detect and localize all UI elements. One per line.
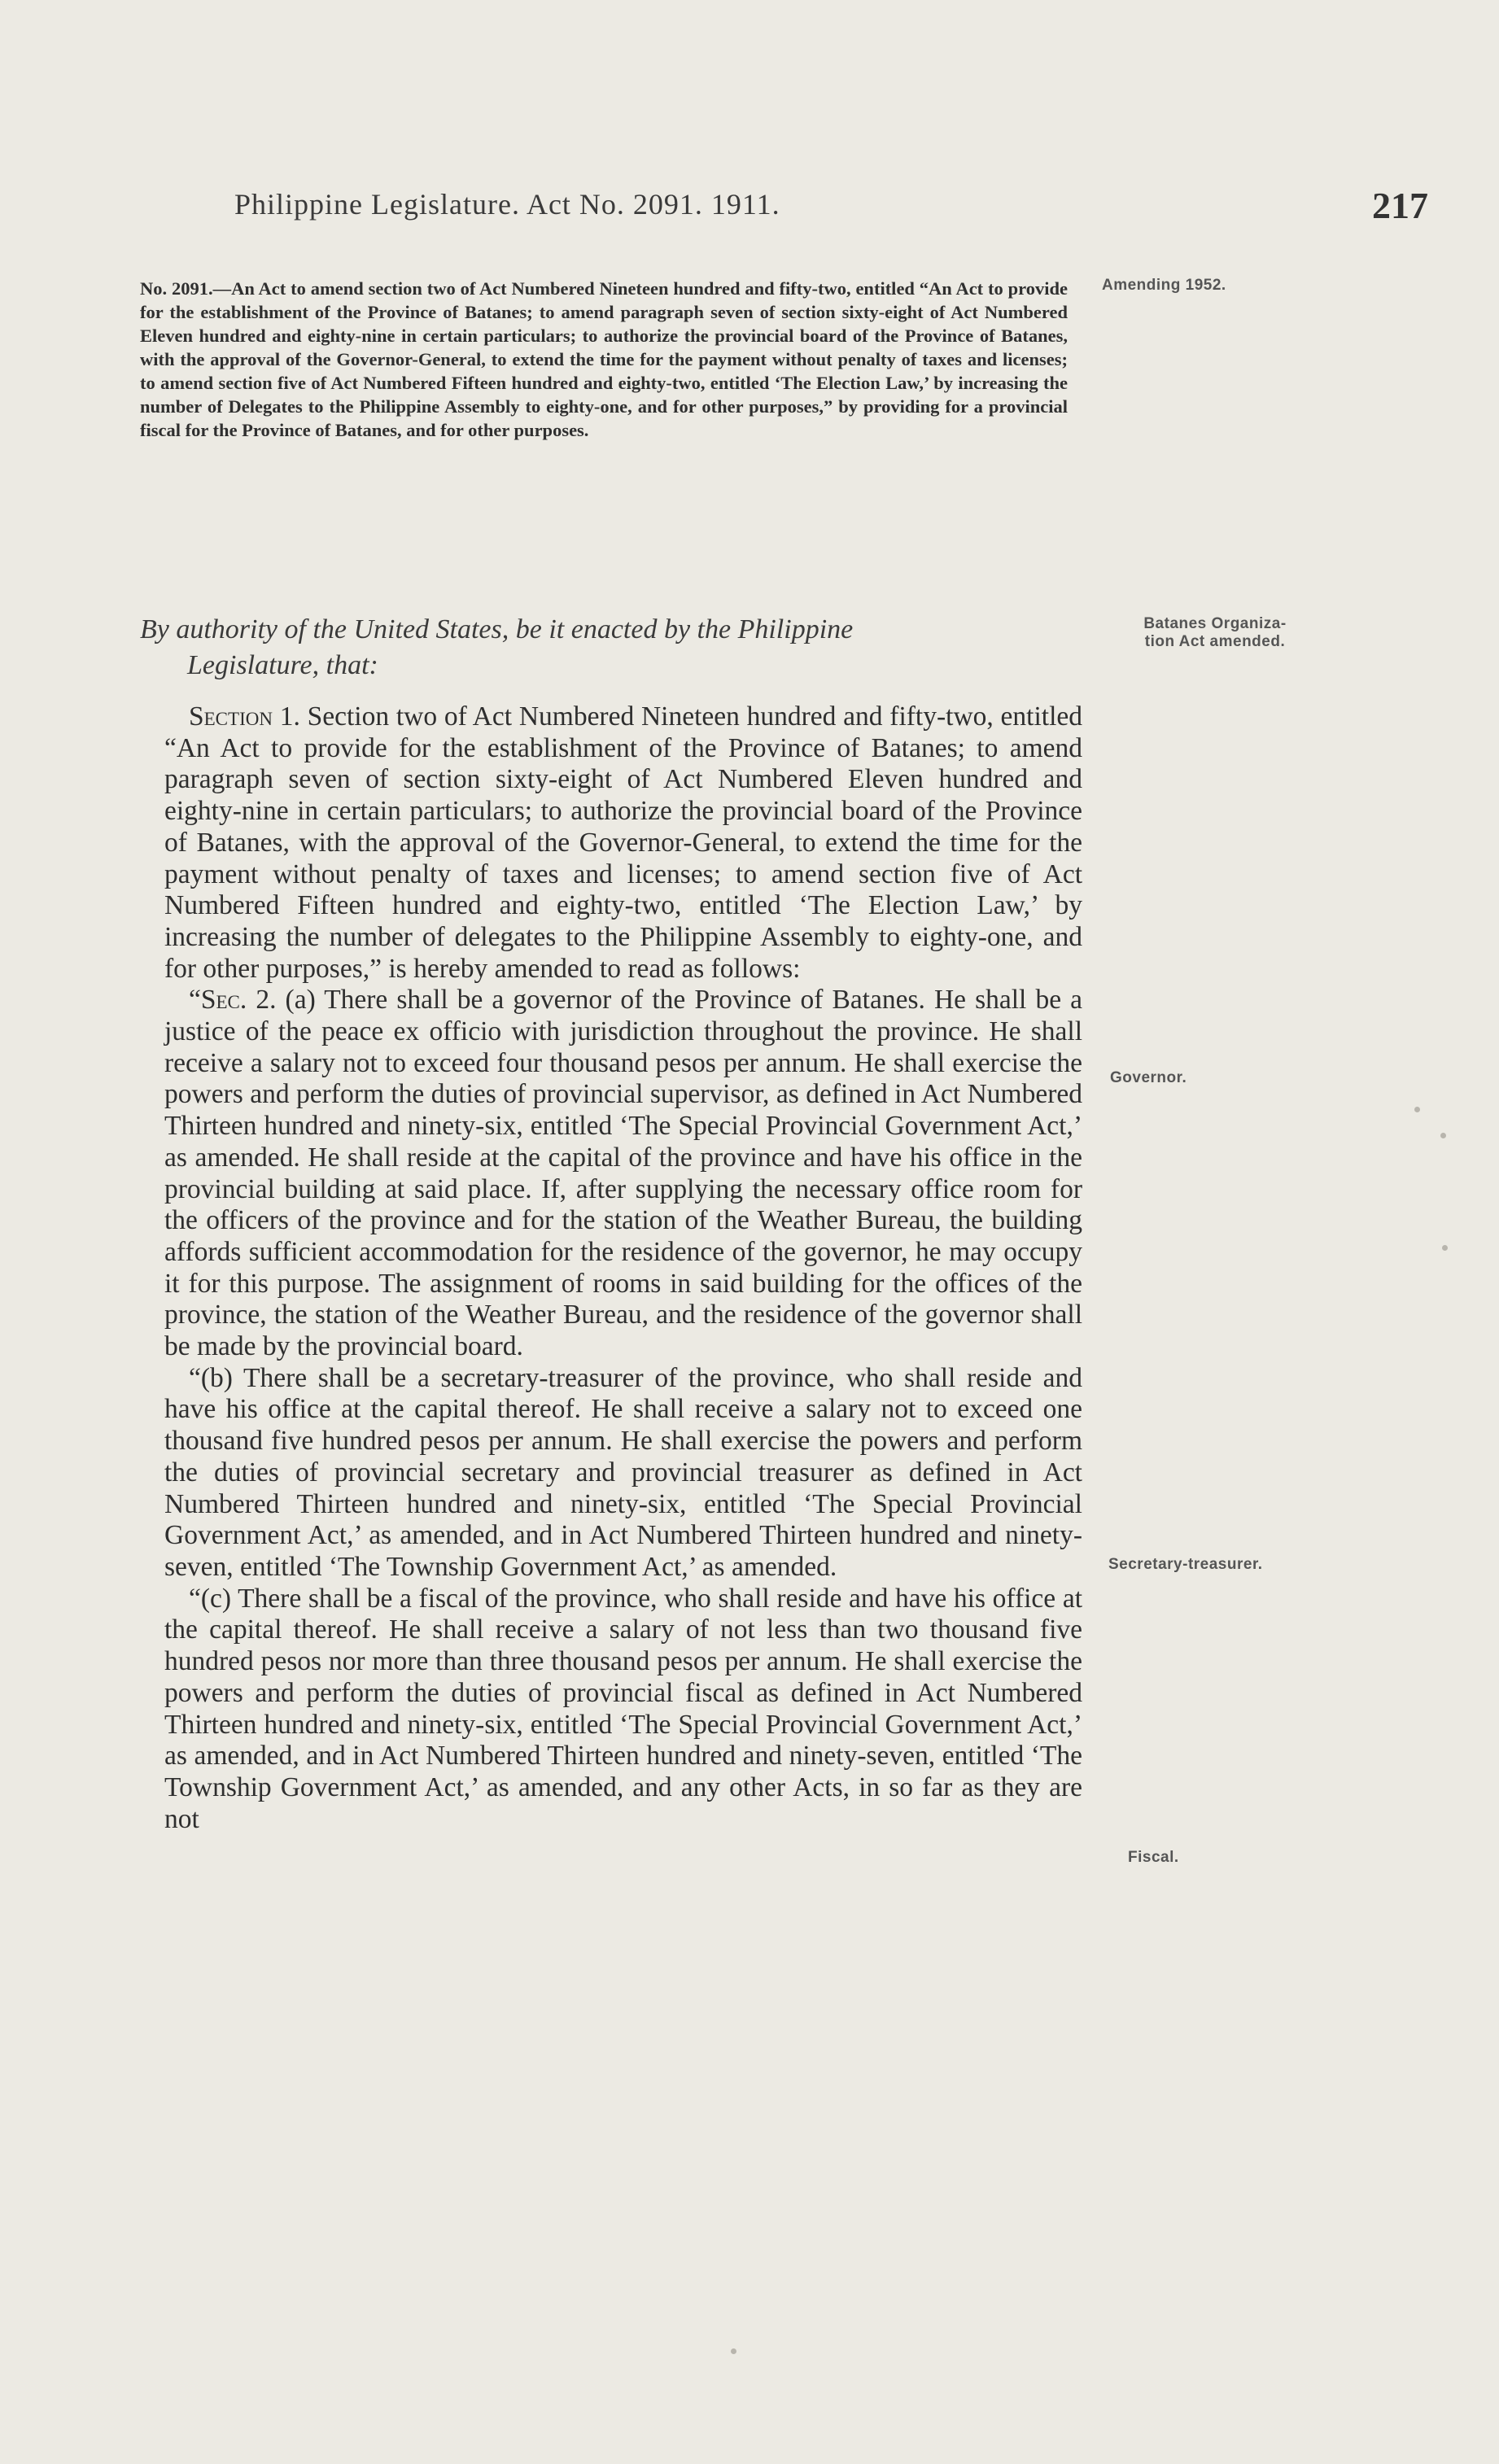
section-2a <box>164 985 1082 1362</box>
margin-note-batanes-line2: tion Act amended. <box>1144 633 1286 650</box>
margin-note-batanes-line1: Batanes Organiza- <box>1143 615 1287 632</box>
paper-speck <box>1414 1107 1420 1112</box>
section-1-text: Section two of Act Numbered Nineteen hundred and fifty-two, entitled “An Act to provide for the establishment of the Province of Batanes; to amend paragraph seven of section sixty-eight of Act Numbered Eleven hundred and eighty-nine in certain particulars; to authorize the provincial board of the Province of Batanes, with the approval of the Governor-General, to extend the time for the payment without penalty of taxes and licenses; to amend section five of Act Numbered Fifteen hundred and eighty-two, entitled ‘The Election Law,’ by increasing the number of delegates to the Philippine Assembly to eighty-one, and for other purposes,” is hereby amended to read as follows: <box>164 701 1082 984</box>
section-1 <box>164 701 1082 985</box>
act-body <box>164 701 1082 1835</box>
margin-note-secretary: Secretary-treasurer. <box>1108 1556 1263 1573</box>
act-title <box>140 277 1068 442</box>
margin-note-amending: Amending 1952. <box>1102 277 1226 294</box>
margin-note-fiscal: Fiscal. <box>1128 1849 1179 1866</box>
section-2a-text: (a) There shall be a governor of the Province of Batanes. He shall be a justice of the peace ex officio with jurisdiction throughout the province. He shall receive a salary not to exceed four thousand pesos per annum. He shall exercise the powers and perform the duties of provincial supervisor, as defined in Act Numbered Thirteen hundred and ninety-six, entitled ‘The Special Provincial Government Act,’ as amended. He shall reside at the capital of the province and have his office in the provincial building at said place. If, after supplying the necessary office room for the officers of the province and for the station of the Weather Bureau, the building affords sufficient accommodation for the residence of the governor, he may occupy it for this purpose. The assignment of rooms in said building for the offices of the province, the station of the Weather Bureau, and the residence of the governor shall be made by the provincial board. <box>164 985 1083 1362</box>
enacting-clause-line1: By authority of the United States, be it enacted by the Philippine <box>140 614 854 644</box>
act-title-text: —An Act to amend section two of Act Numbered Nineteen hundred and fifty-two, entitled “An Act to provide for the establishment of the Province of Batanes; to amend paragraph seven of section sixty-eight of Act Numbered Eleven hundred and eighty-nine in certain particulars; to authorize the provincial board of the Province of Batanes, with the approval of the Governor-General, to extend the time for the payment without penalty of taxes and licenses; to amend section five of Act Numbered Fifteen hundred and eighty-two, entitled ‘The Election Law,’ by increasing the number of Delegates to the Philippine Assembly to eighty-one, and for other purposes,” by providing for a provincial fiscal for the Province of Batanes, and for other purposes. <box>140 278 1069 440</box>
running-head: Philippine Legislature. Act No. 2091. 1911. <box>234 188 780 221</box>
paper-speck <box>731 2348 736 2354</box>
margin-note-governor: Governor. <box>1110 1069 1187 1086</box>
section-2-label: “Sec. 2. <box>189 985 277 1016</box>
section-1-label: Section 1. <box>189 701 300 732</box>
section-2c: “(c) There shall be a fiscal of the province, who shall reside and have his office at the capital thereof. He shall receive a salary of not less than two thousand five hundred pesos nor more than three thousand pesos per annum. He shall exercise the powers and perform the duties of provincial fiscal as defined in Act Numbered Thirteen hundred and ninety-six, entitled ‘The Special Provincial Government Act,’ as amended, and in Act Numbered Thirteen hundred and ninety-seven, entitled ‘The Township Government Act,’ as amended, and any other Acts, in so far as they are not <box>164 1583 1082 1834</box>
enacting-clause-line2: Legislature, that: <box>187 650 378 680</box>
act-number: No. 2091. <box>140 278 213 299</box>
margin-note-batanes <box>1105 615 1325 651</box>
enacting-clause <box>140 612 1082 684</box>
section-2b: “(b) There shall be a secretary-treasurer of the province, who shall reside and have his office at the capital thereof. He shall receive a salary not to exceed one thousand five hundred pesos per annum. He shall exercise the powers and perform the duties of provincial secretary and provincial treasurer as defined in Act Numbered Thirteen hundred and ninety-six, entitled ‘The Special Provincial Government Act,’ as amended, and in Act Numbered Thirteen hundred and ninety-seven, entitled ‘The Township Government Act,’ as amended. <box>164 1362 1082 1582</box>
paper-speck <box>1440 1133 1446 1138</box>
paper-speck <box>1442 1245 1448 1251</box>
page-number: 217 <box>1372 185 1428 226</box>
